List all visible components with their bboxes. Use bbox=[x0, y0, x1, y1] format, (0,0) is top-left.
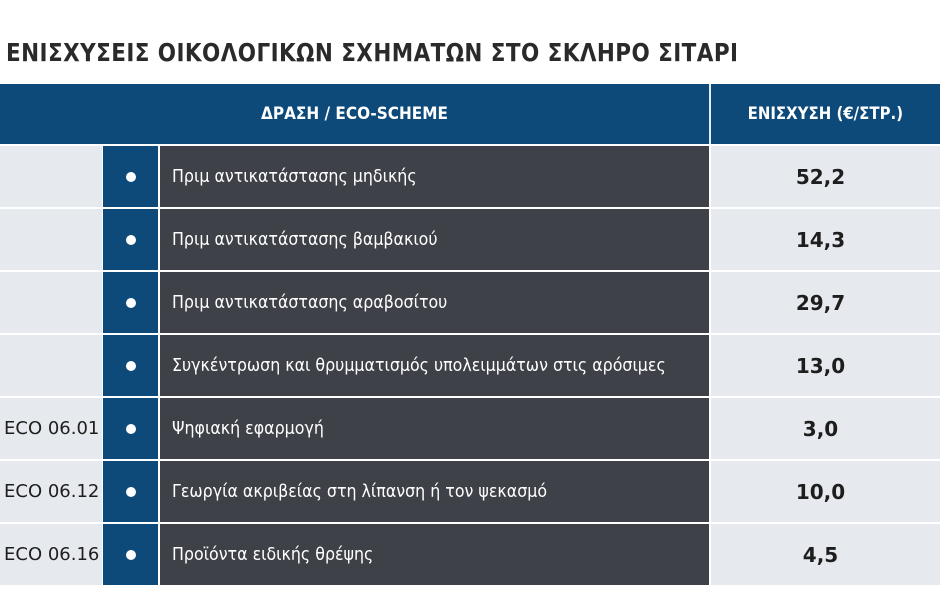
bullet-cell bbox=[102, 146, 158, 207]
row-code bbox=[0, 272, 102, 333]
row-action bbox=[158, 524, 709, 585]
row-aid: 10,0 bbox=[709, 461, 940, 522]
bullet-icon bbox=[126, 235, 136, 245]
bullet-cell bbox=[102, 461, 158, 522]
row-code: ECO 06.16 bbox=[0, 524, 102, 585]
row-action bbox=[158, 398, 709, 459]
table-row bbox=[0, 209, 940, 272]
table-row bbox=[0, 146, 940, 209]
table-header bbox=[0, 84, 940, 146]
bullet-cell bbox=[102, 209, 158, 270]
row-code bbox=[0, 146, 102, 207]
bullet-cell bbox=[102, 335, 158, 396]
header-aid-label: ΕΝΙΣΧΥΣΗ (€/ΣΤΡ.) bbox=[747, 104, 904, 124]
bullet-icon bbox=[126, 424, 136, 434]
row-aid: 14,3 bbox=[709, 209, 940, 270]
row-action bbox=[158, 335, 709, 396]
row-aid: 29,7 bbox=[709, 272, 940, 333]
bullet-icon bbox=[126, 550, 136, 560]
row-aid: 52,2 bbox=[709, 146, 940, 207]
table-row bbox=[0, 398, 940, 461]
row-code: ECO 06.12 bbox=[0, 461, 102, 522]
bullet-cell bbox=[102, 398, 158, 459]
table-row bbox=[0, 272, 940, 335]
table-row bbox=[0, 524, 940, 585]
row-action bbox=[158, 209, 709, 270]
row-action bbox=[158, 272, 709, 333]
row-action bbox=[158, 461, 709, 522]
row-aid: 13,0 bbox=[709, 335, 940, 396]
row-action-label: Πριμ αντικατάστασης μηδικής bbox=[172, 166, 417, 187]
row-action-label: Γεωργία ακριβείας στη λίπανση ή τον ψεκασμό bbox=[172, 481, 548, 502]
row-code: ECO 06.01 bbox=[0, 398, 102, 459]
table-row bbox=[0, 335, 940, 398]
page-title: ΕΝΙΣΧΥΣΕΙΣ ΟΙΚΟΛΟΓΙΚΩΝ ΣΧΗΜΑΤΩΝ ΣΤΟ ΣΚΛΗΡΟ ΣΙΤΑΡΙ bbox=[6, 38, 739, 67]
row-code bbox=[0, 335, 102, 396]
row-code bbox=[0, 209, 102, 270]
row-action-label: Ψηφιακή εφαρμογή bbox=[172, 418, 324, 439]
bullet-icon bbox=[126, 487, 136, 497]
header-action: ΔΡΑΣΗ / ECO-SCHEME bbox=[261, 104, 448, 124]
row-aid: 4,5 bbox=[709, 524, 940, 585]
bullet-cell bbox=[102, 524, 158, 585]
eco-schemes-table bbox=[0, 84, 940, 585]
bullet-icon bbox=[126, 172, 136, 182]
bullet-icon bbox=[126, 361, 136, 371]
row-action-label: Συγκέντρωση και θρυμματισμός υπολειμμάτων στις αρόσιμες bbox=[172, 355, 666, 376]
table-row bbox=[0, 461, 940, 524]
row-action-label: Πριμ αντικατάστασης βαμβακιού bbox=[172, 229, 438, 250]
row-action-label: Προϊόντα ειδικής θρέψης bbox=[172, 544, 374, 565]
row-aid: 3,0 bbox=[709, 398, 940, 459]
bullet-icon bbox=[126, 298, 136, 308]
header-aid bbox=[711, 84, 940, 144]
row-action bbox=[158, 146, 709, 207]
row-action-label: Πριμ αντικατάστασης αραβοσίτου bbox=[172, 292, 448, 313]
bullet-cell bbox=[102, 272, 158, 333]
